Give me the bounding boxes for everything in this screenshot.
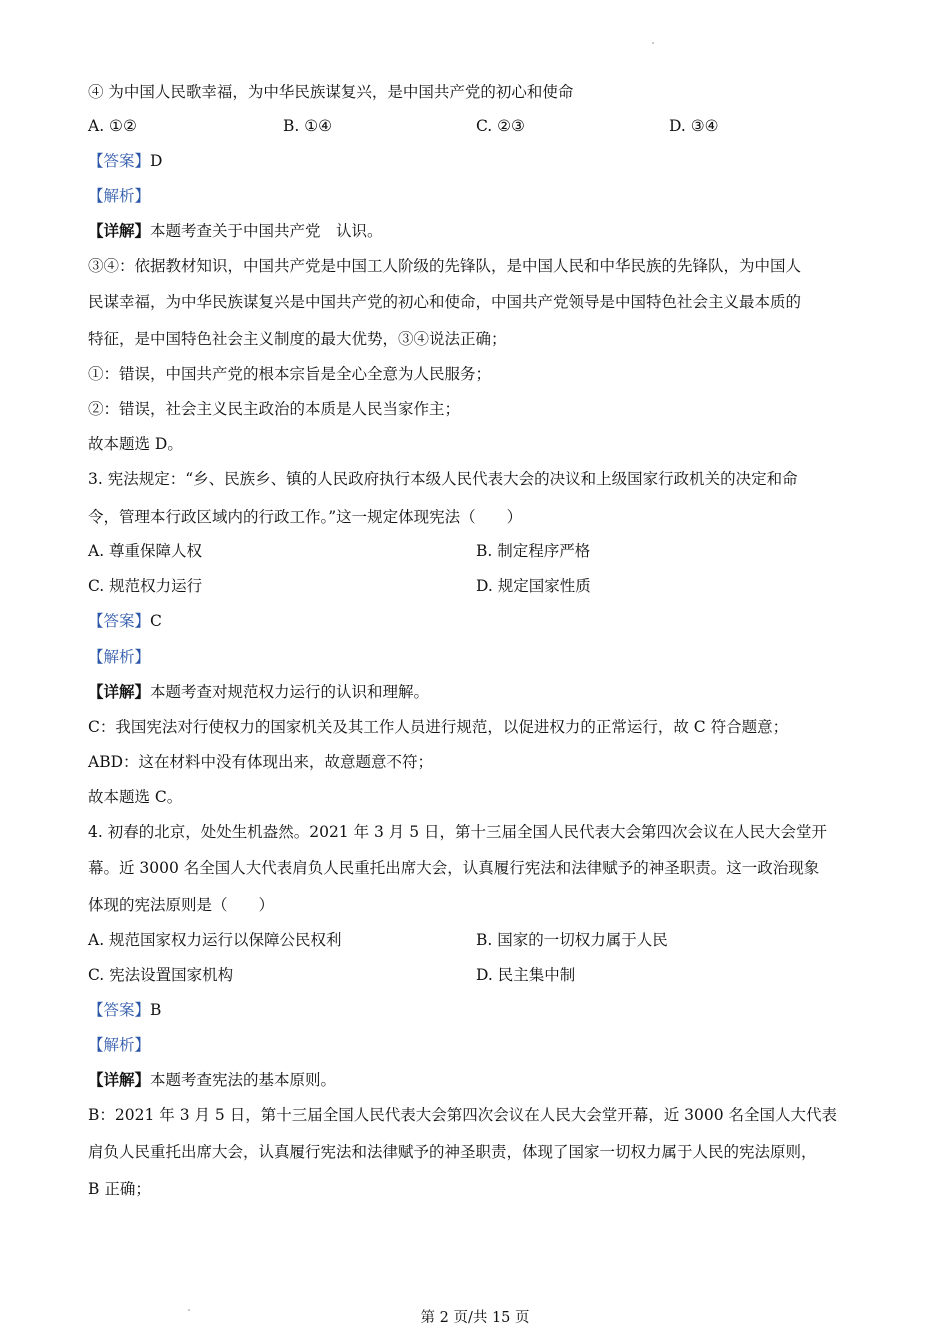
answer-tag: 【答案】 xyxy=(88,1001,151,1019)
q2-expl-line: ②：错误，社会主义民主政治的本质是人民当家作主； xyxy=(88,400,461,418)
q2-answer xyxy=(88,151,162,171)
q4-detail-text: 本题考查宪法的基本原则。 xyxy=(150,1071,337,1089)
q2-option-a: A. ①② xyxy=(88,117,137,135)
q2-expl-line: 特征，是中国特色社会主义制度的最大优势，③④说法正确； xyxy=(88,330,507,348)
q3-option-a: A. 尊重保障人权 xyxy=(88,542,203,560)
answer-tag: 【答案】 xyxy=(88,152,151,170)
q2-option-d: D. ③④ xyxy=(669,117,719,135)
q4-answer xyxy=(88,1000,161,1020)
q2-expl-line: ①：错误，中国共产党的根本宗旨是全心全意为人民服务； xyxy=(88,365,492,383)
q2-detail-text: 本题考查关于中国共产党 认识。 xyxy=(150,222,383,240)
q4-option-c: C. 宪法设置国家机构 xyxy=(88,966,234,984)
q3-expl-line: C：我国宪法对行使权力的国家机关及其工作人员进行规范，以促进权力的正常运行，故 C 符合题意； xyxy=(88,718,789,736)
q3-option-c: C. 规范权力运行 xyxy=(88,577,203,595)
q2-option-b: B. ①④ xyxy=(283,117,333,135)
q3-option-b: B. 制定程序严格 xyxy=(476,542,591,560)
q2-expl-line: ③④：依据教材知识，中国共产党是中国工人阶级的先锋队，是中国人民和中华民族的先锋队，为中国人 xyxy=(88,257,802,275)
q4-detail xyxy=(88,1070,336,1090)
answer-tag: 【答案】 xyxy=(88,612,151,630)
q3-conclusion: 故本题选 C。 xyxy=(88,788,183,806)
q2-expl-line: 民谋幸福，为中华民族谋复兴是中国共产党的初心和使命，中国共产党领导是中国特色社会主义最本质的 xyxy=(88,293,802,311)
q3-answer xyxy=(88,611,162,631)
corner-mark-top xyxy=(652,42,654,44)
q4-option-d: D. 民主集中制 xyxy=(476,966,576,984)
q2-statement-4: ④ 为中国人民歌幸福，为中华民族谋复兴，是中国共产党的初心和使命 xyxy=(88,83,574,101)
page-footer: 第 2 页/共 15 页 xyxy=(420,1310,530,1326)
q4-stem-line: 幕。近 3000 名全国人大代表肩负人民重托出席大会，认真履行宪法和法律赋予的神圣职责。这一政治现象 xyxy=(88,859,820,877)
q4-answer-value: B xyxy=(150,1001,162,1019)
q4-expl-line: 肩负人民重托出席大会，认真履行宪法和法律赋予的神圣职责，体现了国家一切权力属于人民的宪法原则， xyxy=(88,1143,817,1161)
q3-stem-line: 3. 宪法规定：“乡、民族乡、镇的人民政府执行本级人民代表大会的决议和上级国家行政机关的决定和命 xyxy=(88,470,798,488)
q4-stem-line: 4. 初春的北京，处处生机盎然。2021 年 3 月 5 日，第十三届全国人民代表大会第四次会议在人民大会堂开 xyxy=(88,823,828,841)
q3-stem-line: 令，管理本行政区域内的行政工作。”这一规定体现宪法（ ） xyxy=(88,508,523,526)
detail-tag: 【详解】 xyxy=(88,682,151,701)
q2-detail xyxy=(88,221,383,241)
q3-expl-line: ABD：这在材料中没有体现出来，故意题意不符； xyxy=(88,753,434,771)
q3-detail-text: 本题考查对规范权力运行的认识和理解。 xyxy=(150,683,430,701)
q3-option-d: D. 规定国家性质 xyxy=(476,577,591,595)
q4-option-a: A. 规范国家权力运行以保障公民权利 xyxy=(88,931,342,949)
q2-conclusion: 故本题选 D。 xyxy=(88,435,183,453)
q4-option-b: B. 国家的一切权力属于人民 xyxy=(476,931,668,949)
q4-stem-line: 体现的宪法原则是（ ） xyxy=(88,896,275,914)
q4-expl-line: B：2021 年 3 月 5 日，第十三届全国人民代表大会第四次会议在人民大会堂开幕，近 3000 名全国人大代表 xyxy=(88,1106,837,1124)
q3-answer-value: C xyxy=(150,612,162,630)
detail-tag: 【详解】 xyxy=(88,1070,151,1089)
q4-expl-line: B 正确； xyxy=(88,1180,151,1198)
q4-analysis-tag: 【解析】 xyxy=(88,1036,151,1054)
q2-option-c: C. ②③ xyxy=(476,117,525,135)
q3-analysis-tag: 【解析】 xyxy=(88,648,151,666)
q3-detail xyxy=(88,682,429,702)
detail-tag: 【详解】 xyxy=(88,221,151,240)
q2-analysis-tag: 【解析】 xyxy=(88,187,151,205)
q2-answer-value: D xyxy=(150,152,163,170)
